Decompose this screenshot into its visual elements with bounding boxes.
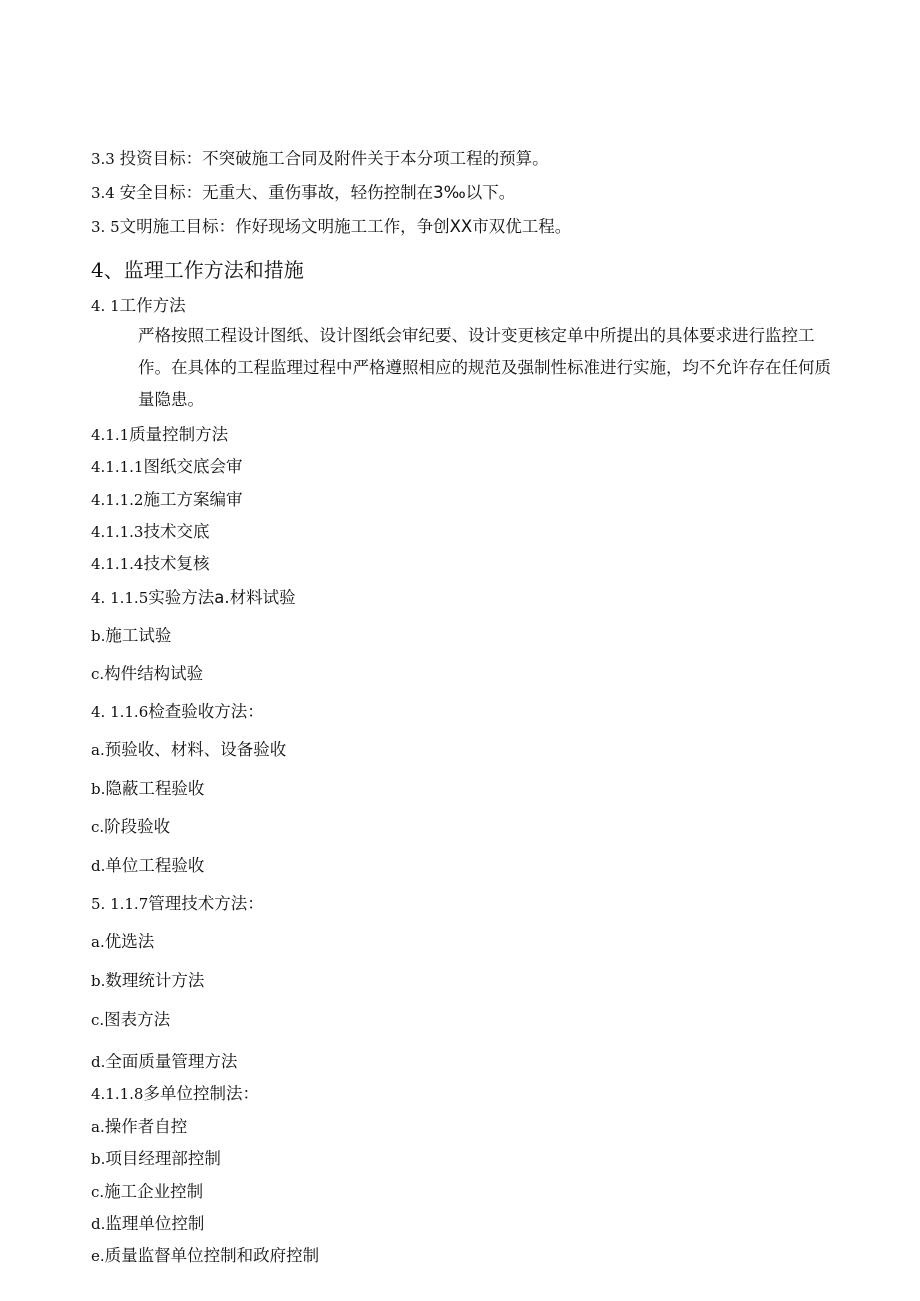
goal-number: 3.4	[91, 184, 120, 202]
item-number: c.	[91, 665, 105, 683]
item-text: 阶段验收	[104, 817, 171, 836]
list-item	[91, 1051, 237, 1073]
item-text: 质量控制方法	[129, 425, 229, 444]
item-number: b.	[91, 780, 106, 798]
item-text: 单位工程验收	[105, 856, 205, 875]
item-number: e.	[91, 1247, 105, 1265]
item-number: 4.1.1.3	[91, 523, 144, 541]
item-number: a.	[91, 933, 105, 951]
list-item	[91, 553, 209, 575]
item-text: 图表方法	[104, 1010, 171, 1029]
item-number: 4. 1.1.5	[91, 589, 149, 607]
item-number: b.	[91, 627, 106, 645]
item-number: c.	[91, 1183, 105, 1201]
item-number: 4.1.1	[91, 426, 130, 444]
item-text: 施工企业控制	[104, 1182, 204, 1201]
section-heading: 4、监理工作方法和措施	[91, 258, 304, 282]
item-number: 4.1.1.1	[91, 458, 144, 476]
item-text: 检查验收方法：	[148, 702, 264, 721]
item-number: d.	[91, 1053, 106, 1071]
item-text: 技术复核	[143, 554, 210, 573]
item-text: 项目经理部控制	[105, 1149, 221, 1168]
goal-safety	[91, 182, 515, 204]
list-item	[91, 816, 170, 838]
item-number: a.	[91, 1118, 105, 1136]
item-number: c.	[91, 818, 105, 836]
item-number: 5. 1.1.7	[91, 895, 149, 913]
list-item	[91, 970, 204, 992]
list-item	[91, 1213, 204, 1235]
list-item	[91, 855, 204, 877]
list-item	[91, 625, 171, 647]
list-item	[91, 663, 203, 685]
item-text: 全面质量管理方法	[105, 1052, 238, 1071]
list-item	[91, 424, 228, 446]
item-text: 施工方案编审	[143, 490, 243, 509]
list-item	[91, 1116, 187, 1138]
item-text: 隐蔽工程验收	[105, 779, 205, 798]
item-text: 数理统计方法	[105, 971, 205, 990]
list-item	[91, 456, 242, 478]
list-item	[91, 1181, 203, 1203]
item-text: 图纸交底会审	[143, 457, 243, 476]
goal-number: 3. 5	[91, 218, 120, 236]
item-number: 4.1.1.2	[91, 491, 144, 509]
item-text: 管理技术方法：	[148, 894, 264, 913]
goal-investment	[91, 148, 549, 170]
work-method-paragraph: 严格按照工程设计图纸、设计图纸会审纪要、设计变更核定单中所提出的具体要求进行监控工作。在具体的工程监理过程中严格遵照相应的规范及强制性标准进行实施，均不允许存在任何质量隐患。	[138, 326, 831, 409]
item-number: c.	[91, 1011, 105, 1029]
item-text: 质量监督单位控制和政府控制	[104, 1246, 320, 1265]
item-text: 操作者自控	[104, 1117, 188, 1136]
item-text: 监理单位控制	[105, 1214, 205, 1233]
item-number: d.	[91, 857, 106, 875]
item-number: b.	[91, 972, 106, 990]
item-text: 构件结构试验	[104, 664, 204, 683]
goal-number: 3.3	[91, 150, 120, 168]
item-number: d.	[91, 1215, 106, 1233]
item-text: 施工试验	[105, 626, 172, 645]
item-text: 优选法	[104, 932, 155, 951]
goal-text: 安全目标：无重大、重伤事故，轻伤控制在3‰以下。	[119, 183, 516, 202]
item-number: a.	[91, 741, 105, 759]
list-item	[91, 1245, 319, 1267]
subsection-number: 4. 1	[91, 297, 120, 315]
goal-civilized-construction	[91, 216, 571, 238]
list-item	[91, 931, 154, 953]
item-text: 多单位控制法：	[143, 1084, 259, 1103]
list-item	[91, 521, 209, 543]
item-number: 4. 1.1.6	[91, 703, 149, 721]
list-item	[91, 778, 204, 800]
subsection-title: 工作方法	[119, 296, 186, 315]
goal-text: 投资目标：不突破施工合同及附件关于本分项工程的预算。	[119, 149, 549, 168]
item-number: b.	[91, 1150, 106, 1168]
subsection-work-method	[91, 295, 186, 317]
list-item	[91, 1148, 221, 1170]
list-item	[91, 489, 242, 511]
item-number: 4.1.1.4	[91, 555, 144, 573]
list-item	[91, 701, 264, 723]
list-item	[91, 1009, 170, 1031]
item-text: 实验方法a.材料试验	[148, 588, 296, 607]
list-item	[91, 893, 264, 915]
item-number: 4.1.1.8	[91, 1085, 144, 1103]
list-item	[91, 739, 286, 761]
list-item	[91, 1083, 259, 1105]
goal-text: 文明施工目标：作好现场文明施工工作，争创XX市双优工程。	[119, 217, 572, 236]
item-text: 预验收、材料、设备验收	[104, 740, 287, 759]
list-item	[91, 587, 296, 609]
item-text: 技术交底	[143, 522, 210, 541]
